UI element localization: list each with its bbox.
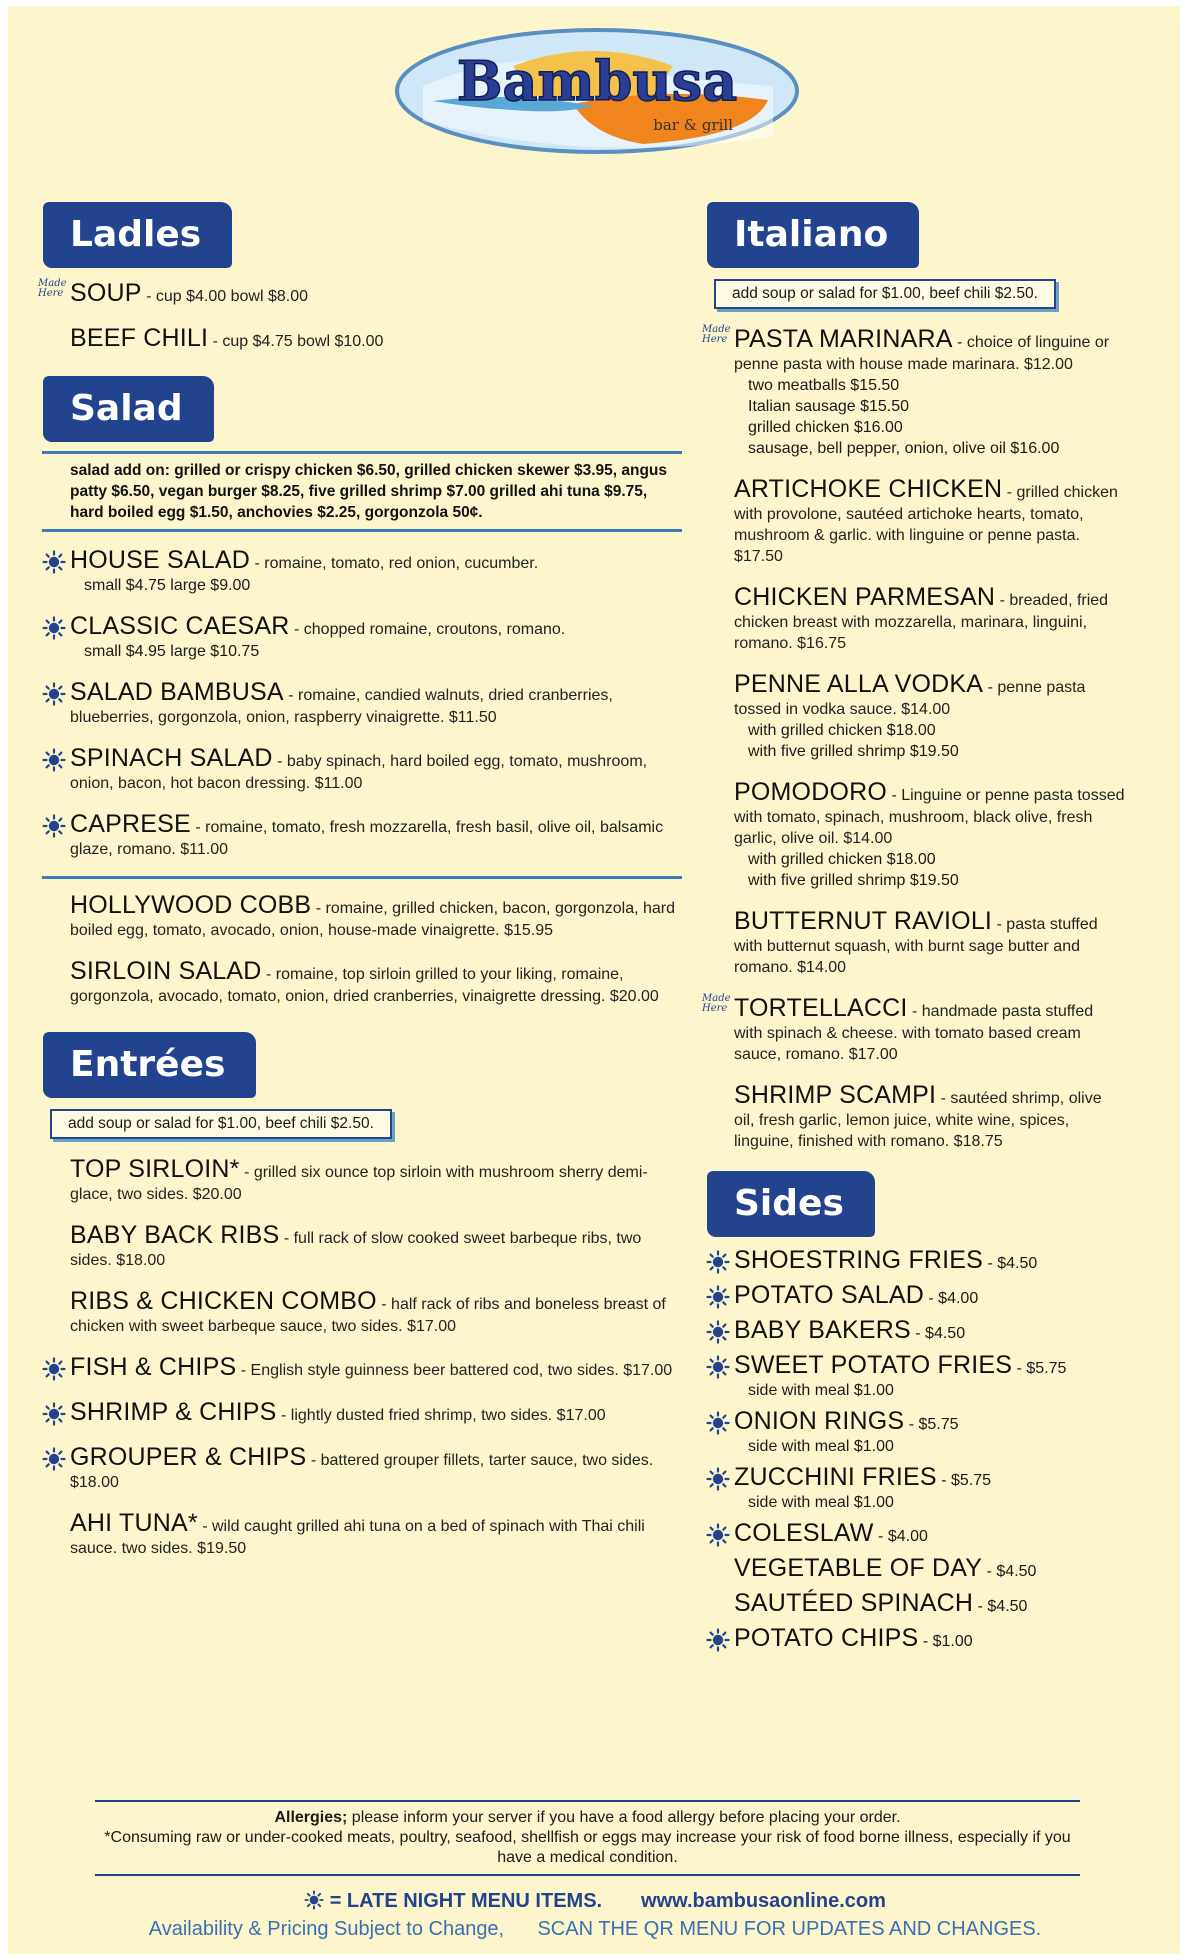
item-option: side with meal $1.00 (748, 1382, 894, 1399)
item-name: SHRIMP SCAMPI (734, 1081, 937, 1109)
item-desc: - breaded, fried chicken breast with mozzarella, marinara, linguini, romano. $16.75 (734, 592, 1109, 652)
menu-item (42, 1398, 682, 1427)
left-column (38, 205, 682, 1575)
item-option: grilled chicken $16.00 (748, 419, 903, 436)
item-desc: - half rack of ribs and boneless breast of chicken with sweet barbeque sauce, two sides. $17.00 (70, 1296, 666, 1335)
menu-item (702, 993, 1126, 1065)
item-desc: - sautéed shrimp, olive oil, fresh garlic, lemon juice, white wine, spices, linguine, finished with romano. $18.75 (734, 1090, 1102, 1150)
side-item (706, 1281, 1126, 1310)
item-desc: - romaine, top sirloin grilled to your liking, romaine, gorgonzola, avocado, tomato, onion, dried cranberries, vinaigrette dressing. $20.00 (70, 966, 659, 1005)
item-name: HOLLYWOOD COBB (70, 891, 312, 919)
sun-icon (42, 1447, 66, 1471)
allergy-label: Allergies; (274, 1809, 348, 1826)
italiano-note: add soup or salad for $1.00, beef chili $2.50. (714, 279, 1056, 309)
sun-icon (42, 616, 66, 640)
item-desc: - full rack of slow cooked sweet barbeque ribs, two sides. $18.00 (70, 1230, 642, 1269)
menu-item (42, 678, 682, 728)
menu-item (42, 1287, 682, 1337)
entrees-note: add soup or salad for $1.00, beef chili $2.50. (50, 1109, 392, 1139)
item-desc: - wild caught grilled ahi tuna on a bed of spinach with Thai chili sauce. two sides. $19.50 (70, 1518, 645, 1557)
item-name: SHRIMP & CHIPS (70, 1398, 277, 1426)
menu-item (706, 475, 1126, 567)
item-desc: - Linguine or penne pasta tossed with tomato, spinach, mushroom, black olive, fresh garlic, olive oil. $14.00 (734, 787, 1125, 847)
sun-icon (42, 814, 66, 838)
item-desc: - cup $4.00 bowl $8.00 (141, 288, 308, 305)
item-desc: - pasta stuffed with butternut squash, with burnt sage butter and romano. $14.00 (734, 916, 1098, 976)
item-name: GROUPER & CHIPS (70, 1443, 307, 1471)
menu-item (42, 744, 682, 794)
item-name: CHICKEN PARMESAN (734, 583, 996, 611)
item-desc: - cup $4.75 bowl $10.00 (208, 333, 384, 350)
sun-icon (706, 1411, 730, 1435)
addon-label: salad add on: (70, 462, 170, 479)
item-name: ARTICHOKE CHICKEN (734, 475, 1003, 503)
sun-icon (706, 1523, 730, 1547)
salad-addon-box (42, 451, 682, 532)
menu-item (42, 546, 682, 596)
item-price: - $4.50 (973, 1598, 1028, 1615)
item-option: sausage, bell pepper, onion, olive oil $16.00 (748, 440, 1060, 457)
item-name: POMODORO (734, 778, 887, 806)
menu-item (706, 1081, 1126, 1152)
item-name: RIBS & CHICKEN COMBO (70, 1287, 377, 1315)
item-name: POTATO CHIPS (734, 1624, 919, 1652)
website-link[interactable]: www.bambusaonline.com (641, 1890, 886, 1912)
sun-icon (304, 1890, 324, 1910)
item-price-options: small $4.95 large $10.75 (84, 643, 260, 660)
item-name: SIRLOIN SALAD (70, 957, 262, 985)
right-column (702, 205, 1126, 1659)
sun-icon (706, 1628, 730, 1652)
item-name: CLASSIC CAESAR (70, 612, 290, 640)
item-price: - $4.00 (873, 1528, 928, 1545)
item-name: FISH & CHIPS (70, 1353, 237, 1381)
item-desc: - choice of linguine or penne pasta with house made marinara. $12.00 (734, 334, 1110, 373)
qr-note: SCAN THE QR MENU FOR UPDATES AND CHANGES. (537, 1918, 1042, 1940)
item-name: BUTTERNUT RAVIOLI (734, 907, 993, 935)
item-name: BABY BACK RIBS (70, 1221, 280, 1249)
menu-item (42, 1443, 682, 1493)
item-price: - $4.50 (910, 1325, 966, 1342)
item-name: SAUTÉED SPINACH (734, 1589, 974, 1617)
menu-item (42, 810, 682, 860)
side-item (706, 1463, 1126, 1513)
side-item (706, 1407, 1126, 1457)
item-option: two meatballs $15.50 (748, 377, 900, 394)
side-item (706, 1316, 1126, 1345)
legend-line (0, 1890, 1190, 1913)
sun-icon (706, 1250, 730, 1274)
item-desc: - grilled chicken with provolone, sautéed artichoke hearts, tomato, mushroom & garlic. with linguine or penne pasta. $17.50 (734, 484, 1118, 565)
item-desc: - penne pasta tossed in vodka sauce. $14.00 (734, 679, 1086, 718)
menu-item (706, 583, 1126, 654)
sun-icon (706, 1320, 730, 1344)
availability-line (0, 1918, 1190, 1941)
item-option: with five grilled shrimp $19.50 (748, 743, 959, 760)
item-name: BABY BAKERS (734, 1316, 911, 1344)
allergy-text: please inform your server if you have a food allergy before placing your order. (347, 1809, 901, 1826)
item-name: BEEF CHILI (70, 324, 209, 352)
item-name: SWEET POTATO FRIES (734, 1351, 1013, 1379)
menu-item (706, 778, 1126, 891)
menu-item (38, 278, 682, 308)
sun-icon (42, 550, 66, 574)
item-name: SHOESTRING FRIES (734, 1246, 984, 1274)
item-desc: - romaine, tomato, fresh mozzarella, fresh basil, olive oil, balsamic glaze, romano. $11.00 (70, 819, 664, 858)
item-price: - $5.75 (936, 1472, 992, 1489)
section-title-sides: Sides (710, 1174, 872, 1234)
item-name: TOP SIRLOIN* (70, 1155, 240, 1183)
sun-icon (42, 1402, 66, 1426)
item-desc: - romaine, tomato, red onion, cucumber. (250, 555, 539, 572)
item-name: SOUP (70, 279, 142, 307)
item-desc: - romaine, candied walnuts, dried cranberries, blueberries, gorgonzola, onion, raspberry vinaigrette. $11.50 (70, 687, 613, 726)
section-title-salad: Salad (46, 379, 211, 439)
consumer-warning: *Consuming raw or under-cooked meats, poultry, seafood, shellfish or eggs may increase your risk of food borne illness, especially if you have a medical condition. (104, 1829, 1071, 1866)
item-desc: - lightly dusted fried shrimp, two sides. $17.00 (276, 1407, 606, 1424)
menu-item (42, 1221, 682, 1271)
item-name: SPINACH SALAD (70, 744, 273, 772)
item-price: - $5.75 (904, 1416, 959, 1433)
item-option: with grilled chicken $18.00 (748, 722, 936, 739)
made-here-badge: Made Here (702, 324, 731, 345)
made-here-badge: Made Here (38, 278, 67, 299)
legend-text: = LATE NIGHT MENU ITEMS. (329, 1890, 603, 1912)
sun-icon (42, 748, 66, 772)
menu-item (42, 1353, 682, 1382)
item-desc: - baby spinach, hard boiled egg, tomato, mushroom, onion, bacon, hot bacon dressing. $11.00 (70, 753, 648, 792)
availability-text: Availability & Pricing Subject to Change, (148, 1918, 505, 1940)
item-name: PENNE ALLA VODKA (734, 670, 984, 698)
side-item (706, 1589, 1126, 1618)
menu-item (42, 612, 682, 662)
menu-item (42, 891, 682, 941)
item-desc: - battered grouper fillets, tarter sauce, two sides. $18.00 (70, 1452, 654, 1491)
section-title-entrees: Entrées (46, 1035, 253, 1095)
brand-name: Bambusa (456, 49, 738, 113)
item-name: HOUSE SALAD (70, 546, 251, 574)
side-item (706, 1624, 1126, 1653)
menu-item (706, 907, 1126, 978)
item-name: SALAD BAMBUSA (70, 678, 284, 706)
menu-item (702, 324, 1126, 459)
brand-tagline: bar & grill (653, 116, 733, 134)
item-name: COLESLAW (734, 1519, 874, 1547)
item-name: ZUCCHINI FRIES (734, 1463, 937, 1491)
item-desc: - English style guinness beer battered cod, two sides. $17.00 (236, 1362, 673, 1379)
item-desc: - handmade pasta stuffed with spinach & cheese. with tomato based cream sauce, romano. $17.00 (734, 1003, 1094, 1063)
section-title-ladles: Ladles (46, 205, 229, 265)
side-item (706, 1351, 1126, 1401)
item-desc: - chopped romaine, croutons, romano. (289, 621, 566, 638)
item-option: with grilled chicken $18.00 (748, 851, 936, 868)
item-name: CAPRESE (70, 810, 191, 838)
made-here-badge: Made Here (702, 993, 731, 1014)
menu-item (706, 670, 1126, 762)
divider (42, 876, 682, 879)
menu-item (42, 324, 682, 353)
item-name: AHI TUNA* (70, 1509, 198, 1537)
sun-icon (706, 1355, 730, 1379)
item-price: - $4.50 (982, 1563, 1037, 1580)
item-name: POTATO SALAD (734, 1281, 924, 1309)
menu-item (42, 1155, 682, 1205)
sun-icon (706, 1467, 730, 1491)
item-price: - $1.00 (918, 1633, 973, 1650)
item-name: VEGETABLE OF DAY (734, 1554, 983, 1582)
item-desc: - romaine, grilled chicken, bacon, gorgonzola, hard boiled egg, tomato, avocado, onion, house-made vinaigrette. $15.95 (70, 900, 676, 939)
item-option: Italian sausage $15.50 (748, 398, 910, 415)
item-name: ONION RINGS (734, 1407, 905, 1435)
side-item (706, 1554, 1126, 1583)
sun-icon (42, 682, 66, 706)
addon-text: grilled or crispy chicken $6.50, grilled chicken skewer $3.95, angus patty $6.50, vegan burger $8.25, five grilled shrimp $7.00 grilled ahi tuna $9.75, hard boiled egg $1.50, anchovies $2.25, gorgonzola 50¢. (70, 462, 668, 521)
item-desc: - grilled six ounce top sirloin with mushroom sherry demi-glace, two sides. $20.00 (70, 1164, 648, 1203)
menu-item (42, 957, 682, 1007)
side-item (706, 1519, 1126, 1548)
item-name: TORTELLACCI (734, 994, 908, 1022)
allergy-notice (95, 1800, 1080, 1876)
item-option: with five grilled shrimp $19.50 (748, 872, 959, 889)
item-option: side with meal $1.00 (748, 1494, 894, 1511)
item-price: - $5.75 (1012, 1360, 1067, 1377)
item-price-options: small $4.75 large $9.00 (84, 577, 251, 594)
item-name: PASTA MARINARA (734, 325, 953, 353)
section-title-italiano: Italiano (710, 205, 916, 265)
sun-icon (706, 1285, 730, 1309)
item-option: side with meal $1.00 (748, 1438, 894, 1455)
item-price: - $4.00 (923, 1290, 979, 1307)
sun-icon (42, 1357, 66, 1381)
side-item (706, 1246, 1126, 1275)
menu-item (42, 1509, 682, 1559)
item-price: - $4.50 (983, 1255, 1038, 1272)
brand-logo (393, 26, 801, 156)
